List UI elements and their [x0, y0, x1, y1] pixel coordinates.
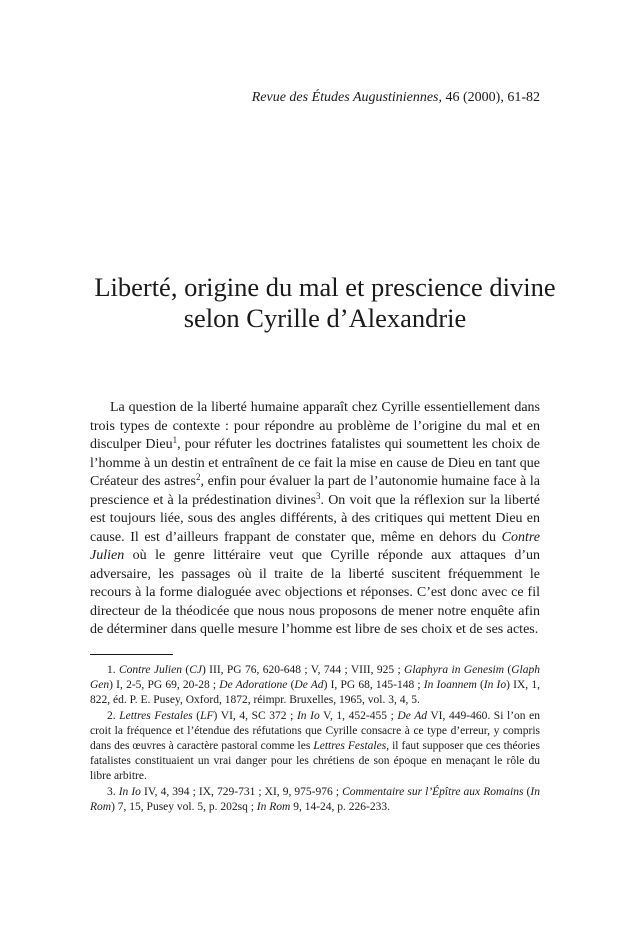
article-title [80, 272, 570, 334]
footnotes [90, 663, 540, 815]
text-run: . On voit que la réflexion sur la liberté est toujours liée, sous des angles différents, à des critiques qui mettent Dieu en cause. Il est d’ailleurs frappant de constater que, même en dehors du [90, 492, 540, 545]
text-run: , enfin pour évaluer la part de l’autonomie humaine face à la prescience et à la prédestination divines [90, 474, 541, 508]
running-head [0, 89, 540, 107]
footnote-1: 1. Contre Julien (CJ) III, PG 76, 620-648 ; V, 744 ; VIII, 925 ; Glaphyra in Genesim (Glaph Gen) I, 2-5, PG 69, 20-28 ; De Adoratione (De Ad) I, PG 68, 145-148 ; In Ioannem (In Io) IX, 1, 822, éd. P. E. Pusey, Oxford, 1872, réimpr. Bruxelles, 1965, vol. 3, 4, 5. [90, 664, 540, 707]
journal-name: Revue des Études Augustiniennes [251, 90, 439, 105]
article-title-line-1: Liberté, origine du mal et prescience divine [94, 272, 556, 302]
footnote-ref-3[interactable]: 3 [316, 490, 321, 501]
footnote-divider [90, 654, 173, 655]
italic-run: Contre Julien [90, 529, 540, 563]
footnote-ref-1[interactable]: 1 [172, 435, 178, 445]
footnote-3: 3. In Io IV, 4, 394 ; IX, 729-731 ; XI, 9, 975-976 ; Commentaire sur l’Épître aux Romains (In Rom) 7, 15, Pusey vol. 5, p. 202sq ; In Rom 9, 14-24, p. 226-233. [90, 785, 540, 813]
footnote-2: 2. Lettres Festales (LF) VI, 4, SC 372 ; In Io V, 1, 452-455 ; De Ad VI, 449-460. Si l’on en croit la fréquence et l’étendue des réfutations que Cyrille consacre à ce type d’erreur, y compris dans des œuvres à caractère pastoral comme les Lettres Festales, il faut supposer que ces théories fatalistes constituaient un vrai danger pour les chrétiens de son époque en menaçant le rôle du libre arbitre. [90, 709, 540, 783]
body-paragraph [90, 399, 540, 640]
body-text [90, 399, 540, 640]
footnote-ref-2[interactable]: 2 [195, 472, 201, 482]
article-title-line-2: selon Cyrille d’Alexandrie [183, 303, 467, 333]
text-run: où le genre littéraire veut que Cyrille réponde aux attaques d’un adversaire, les passages où il traite de la liberté suscitent fréquemment le recours à la forme dialoguée avec objections et réponses. C’est donc avec ce fil directeur de la théodicée que nous nous proposons de mener notre enquête afin de déterminer dans quelle mesure l’homme est libre de ses choix et de ses actes. [90, 548, 540, 637]
text-run: , pour réfuter les doctrines fatalistes qui soumettent les choix de l’homme à un destin et entraînent de ce fait la mise en cause de Dieu en tant que Créateur des astres [90, 437, 540, 489]
text-run: La question de la liberté humaine apparaît chez Cyrille essentiellement dans trois types de contexte : pour répondre au problème de l’origine du mal et en disculper Dieu [90, 400, 540, 452]
journal-citation: , 46 (2000), 61-82 [438, 90, 540, 105]
